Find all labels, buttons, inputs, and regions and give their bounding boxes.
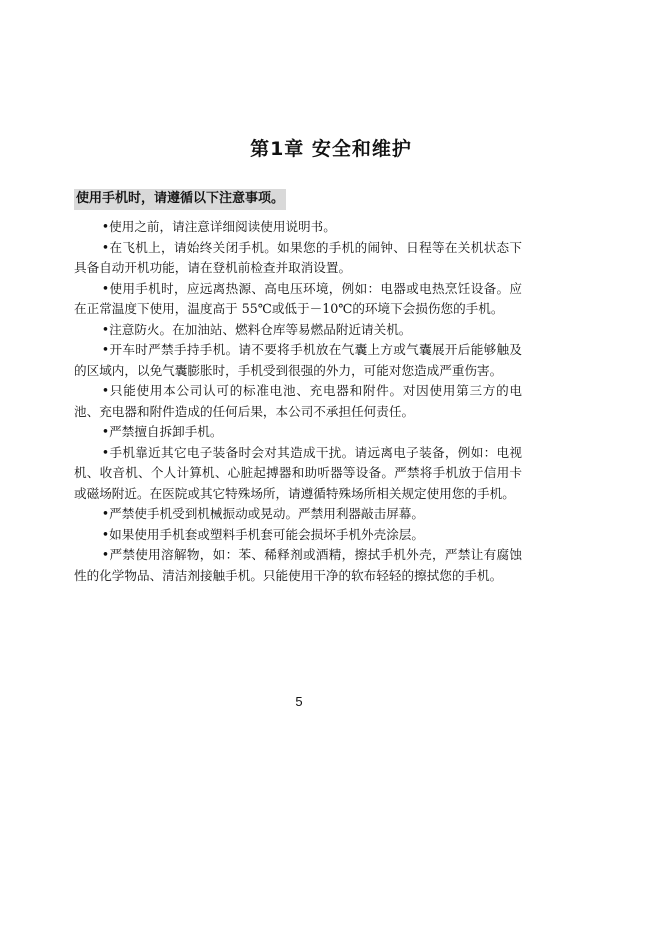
list-item: •注意防火。在加油站、燃料仓库等易燃品附近请关机。 [101,321,412,337]
list-item: •手机靠近其它电子装备时会对其造成干扰。请远离电子装备，例如：电视机、收音机、个人计算机、心脏起搏器和助听器等设备。严禁将手机放于信用卡或磁场附近。在医院或其它特殊场所，请遵循特殊场所相关规定使用您的手机。 [74,444,522,501]
page-number: 5 [295,694,303,709]
list-item: •使用之前，请注意详细阅读使用说明书。 [101,219,336,234]
list-item: •在飞机上，请始终关闭手机。如果您的手机的闹钟、日程等在关机状态下具备自动开机功能，请在登机前检查并取消设置。 [74,239,522,275]
chapter-title: 第1章 安全和维护 [250,138,412,160]
safety-list [74,217,522,586]
list-item: •严禁擅自拆卸手机。 [101,424,223,439]
notice-heading: 使用手机时，请遵循以下注意事项。 [74,189,286,210]
list-item: •严禁使手机受到机械振动或晃动。严禁用利器敲击屏幕。 [101,506,424,521]
list-item: •开车时严禁手持手机。请不要将手机放在气囊上方或气囊展开后能够触及的区域内，以免气囊膨胀时，手机受到很强的外力，可能对您造成严重伤害。 [74,342,522,378]
list-item: •使用手机时，应远离热源、高电压环境，例如：电器或电热烹饪设备。应在正常温度下使用，温度高于 55℃或低于－10℃的环境下会损伤您的手机。 [74,280,522,316]
list-item: •如果使用手机套或塑料手机套可能会损坏手机外壳涂层。 [101,526,424,542]
list-item: •严禁使用溶解物，如：苯、稀释剂或酒精，擦拭手机外壳，严禁让有腐蚀性的化学物品、清洁剂接触手机。只能使用干净的软布轻轻的擦拭您的手机。 [74,547,522,583]
list-item: •只能使用本公司认可的标准电池、充电器和附件。对因使用第三方的电池、充电器和附件造成的任何后果，本公司不承担任何责任。 [74,383,522,419]
